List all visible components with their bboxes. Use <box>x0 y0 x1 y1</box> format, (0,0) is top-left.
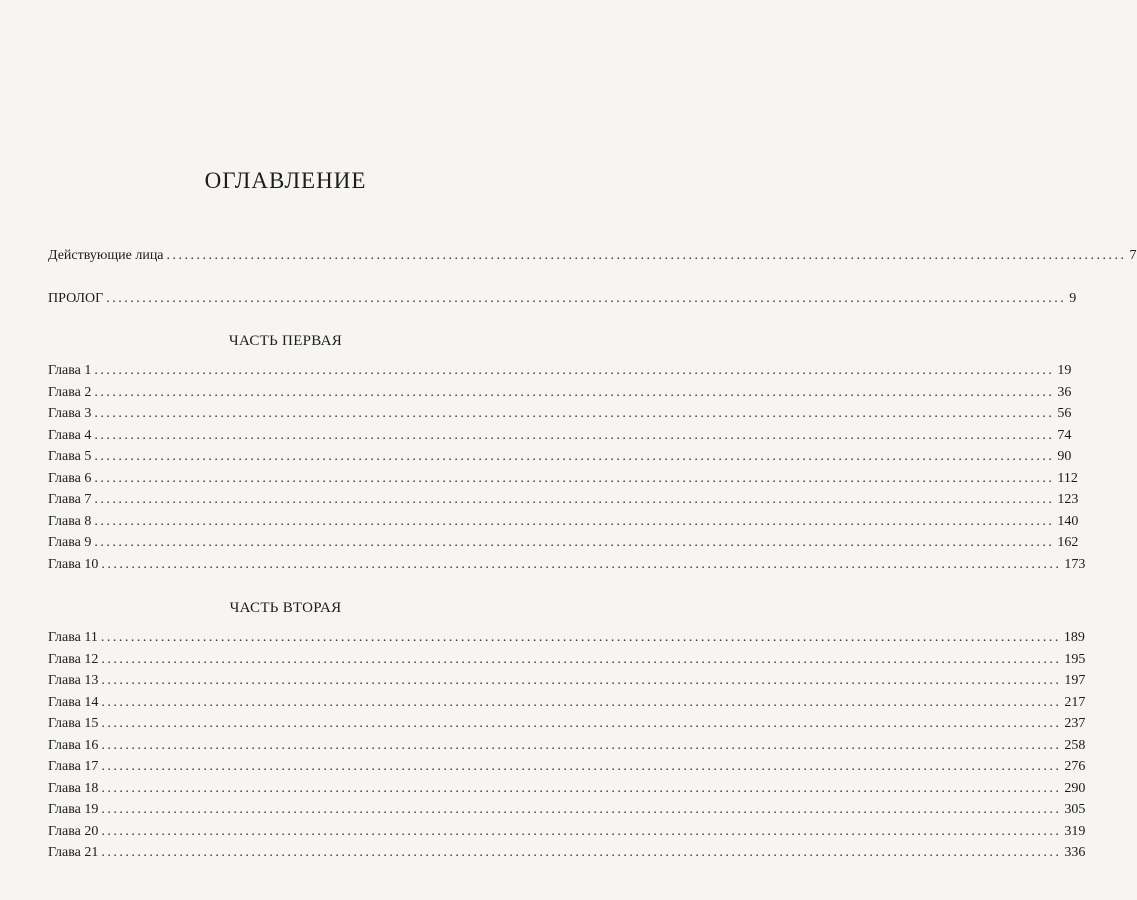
toc-entry-page: 7 <box>1129 248 1137 263</box>
toc-entry-chapter <box>48 555 1086 575</box>
toc-entry-chapter <box>48 671 1086 691</box>
toc-entry-page: 276 <box>1064 759 1086 774</box>
toc-entry-label: Глава 8 <box>48 513 92 529</box>
dot-leader: ................................................................................................................................................................ <box>101 556 1062 572</box>
toc-entry-chapter <box>48 843 1086 863</box>
dot-leader: ................................................................................................................................................................ <box>101 673 1062 688</box>
toc-entry-page: 123 <box>1057 492 1079 507</box>
toc-entry-label: Глава 3 <box>48 406 92 421</box>
toc-entry-chapter <box>48 361 1072 381</box>
toc-entry-page: 162 <box>1057 535 1079 550</box>
toc-entry-label: Глава 11 <box>48 630 98 645</box>
toc-entry-chapter <box>48 800 1086 820</box>
dot-leader: ................................................................................................................................................................ <box>101 780 1062 796</box>
toc-entry-page: 56 <box>1057 406 1072 421</box>
dot-leader: ................................................................................................................................................................ <box>94 427 1055 443</box>
dot-leader: ................................................................................................................................................................ <box>100 630 1061 645</box>
toc-entry-label: Глава 1 <box>48 363 92 378</box>
toc-entry-label: Глава 19 <box>48 802 99 817</box>
dot-leader: ................................................................................................................................................................ <box>94 406 1055 421</box>
toc-entry-chapter <box>48 650 1086 670</box>
toc-entry-page: 36 <box>1057 384 1072 400</box>
dot-leader: ................................................................................................................................................................ <box>94 384 1055 400</box>
dot-leader: ................................................................................................................................................................ <box>94 513 1055 529</box>
toc-entry-page: 305 <box>1064 802 1086 817</box>
toc-entry-chapter <box>48 779 1086 799</box>
dot-leader: ................................................................................................................................................................ <box>94 363 1055 378</box>
dot-leader: ................................................................................................................................................................ <box>94 449 1055 464</box>
toc-entry-page: 258 <box>1064 737 1086 753</box>
toc-entry-chapter <box>48 512 1079 532</box>
toc-entry-chapter <box>48 469 1078 489</box>
toc-entry-label: Глава 12 <box>48 651 99 667</box>
toc-entry-page: 195 <box>1064 651 1086 667</box>
toc-entry-label: Глава 13 <box>48 673 99 688</box>
dot-leader: ................................................................................................................................................................ <box>101 759 1062 774</box>
dot-leader: ................................................................................................................................................................ <box>101 802 1062 817</box>
page-title: ОГЛАВЛЕНИЕ <box>204 168 367 193</box>
dot-leader: ................................................................................................................................................................ <box>101 845 1062 860</box>
toc-entry-label: Глава 9 <box>48 535 92 550</box>
toc-entry-page: 140 <box>1057 513 1079 529</box>
toc-entry-chapter <box>48 757 1086 777</box>
toc-entry-label: Глава 14 <box>48 694 99 710</box>
dot-leader: ................................................................................................................................................................ <box>166 248 1127 263</box>
part-two-heading: ЧАСТЬ ВТОРАЯ <box>229 600 342 616</box>
dot-leader: ................................................................................................................................................................ <box>94 470 1055 486</box>
dot-leader: ................................................................................................................................................................ <box>101 737 1062 753</box>
toc-entry-chapter <box>48 533 1079 553</box>
dot-leader: ................................................................................................................................................................ <box>101 716 1062 731</box>
toc-entry-label: Глава 7 <box>48 492 92 507</box>
toc-entry-page: 90 <box>1057 449 1072 464</box>
toc-entry-label: Глава 4 <box>48 427 92 443</box>
toc-entry-label: Глава 21 <box>48 845 99 860</box>
toc-entry-page: 112 <box>1057 470 1078 486</box>
dot-leader: ................................................................................................................................................................ <box>101 651 1062 667</box>
toc-entry-chapter <box>48 447 1072 467</box>
toc-entry-page: 290 <box>1064 780 1086 796</box>
toc-entry-characters <box>48 246 1137 266</box>
toc-entry-label: Глава 5 <box>48 449 92 464</box>
toc-entry-label: Глава 18 <box>48 780 99 796</box>
toc-entry-chapter <box>48 404 1072 424</box>
dot-leader: ................................................................................................................................................................ <box>94 492 1055 507</box>
toc-entry-chapter <box>48 628 1085 648</box>
toc-entry-label: Глава 17 <box>48 759 99 774</box>
dot-leader: ................................................................................................................................................................ <box>101 823 1062 839</box>
toc-entry-label: Глава 16 <box>48 737 99 753</box>
part-one-heading: ЧАСТЬ ПЕРВАЯ <box>228 333 343 349</box>
toc-entry-label: Глава 15 <box>48 716 99 731</box>
toc-entry-label: ПРОЛОГ <box>48 291 104 306</box>
toc-entry-page: 237 <box>1064 716 1086 731</box>
toc-entry-chapter <box>48 490 1079 510</box>
toc-entry-page: 189 <box>1063 630 1085 645</box>
toc-entry-label: Глава 10 <box>48 556 99 572</box>
toc-entry-chapter <box>48 383 1072 403</box>
toc-entry-page: 217 <box>1064 694 1086 710</box>
toc-entry-prologue <box>48 289 1077 309</box>
dot-leader: ................................................................................................................................................................ <box>101 694 1062 710</box>
toc-entry-chapter <box>48 736 1086 756</box>
toc-entry-label: Глава 20 <box>48 823 99 839</box>
toc-entry-page: 197 <box>1064 673 1086 688</box>
toc-entry-chapter <box>48 426 1072 446</box>
dot-leader: ................................................................................................................................................................ <box>94 535 1055 550</box>
toc-entry-chapter <box>48 714 1086 734</box>
toc-entry-chapter <box>48 693 1086 713</box>
toc-entry-page: 336 <box>1064 845 1086 860</box>
toc-entry-label: Глава 2 <box>48 384 92 400</box>
toc-entry-page: 319 <box>1064 823 1086 839</box>
toc-entry-page: 74 <box>1057 427 1072 443</box>
toc-entry-page: 9 <box>1069 291 1077 306</box>
toc-entry-chapter <box>48 822 1086 842</box>
toc-entry-page: 19 <box>1057 363 1072 378</box>
dot-leader: ................................................................................................................................................................ <box>106 291 1067 306</box>
toc-entry-label: Действующие лица <box>48 248 164 263</box>
toc-entry-label: Глава 6 <box>48 470 92 486</box>
toc-entry-page: 173 <box>1064 556 1086 572</box>
